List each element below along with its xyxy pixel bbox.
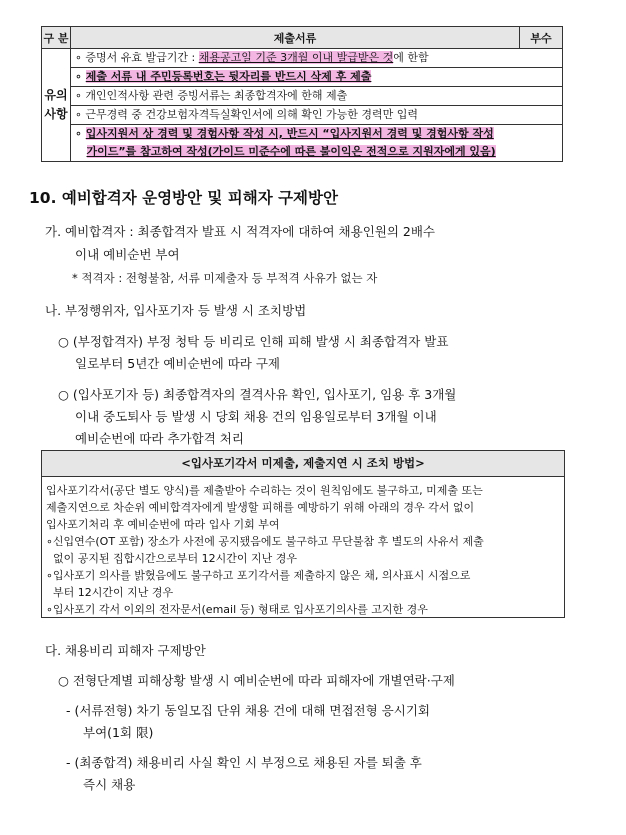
highlight-text: 가이드”를 참고하여 작성(가이드 미준수에 따른 불이익은 전적으로 지원자에게 있음) [86,145,496,158]
header-documents: 제출서류 [71,27,520,49]
ga-note: * 적격자 : 전형불참, 서류 미제출자 등 부적격 사유가 없는 자 [72,271,378,285]
na-bullet: ○ (부정합격자) 부정 청탁 등 비리로 인해 피해 발생 시 최종합격자 발표 [58,334,449,349]
highlight-text: 제출 서류 내 주민등록번호는 뒷자리를 반드시 삭제 후 제출 [85,70,372,83]
na-bullet: 일로부터 5년간 예비순번에 따라 구제 [75,356,280,371]
table-bullet: ∘ 제출 서류 내 주민등록번호는 뒷자리를 반드시 삭제 후 제출 [71,68,563,87]
table-header-row [42,27,563,49]
highlight-text: 채용공고일 기준 3개월 이내 발급받은 것 [198,51,394,64]
side-label-line: 유의 [44,88,68,102]
header-copies: 부수 [520,27,563,49]
da-dash: 즉시 채용 [83,777,136,792]
da-dash: - (최종합격) 채용비리 사실 확인 시 부정으로 채용된 자를 퇴출 후 [66,755,422,770]
ga-line: 가. 예비합격자 : 최종합격자 발표 시 적격자에 대하여 채용인원의 2배수 [45,224,435,239]
section-title: 10. 예비합격자 운영방안 및 피해자 구제방안 [29,189,338,207]
da-bullet: ○ 전형단계별 피해상황 발생 시 예비순번에 따라 피해자에 개별연락·구제 [58,673,455,688]
table-bullet: ∘ 입사지원서 상 경력 및 경험사항 작성 시, 반드시 “입사지원서 경력 및 경험사항 작성 [71,125,563,144]
na-bullet: ○ (입사포기자 등) 최종합격자의 결격사유 확인, 입사포기, 임용 후 3개월 [58,387,457,402]
header-category: 구 분 [42,27,71,49]
box-body [41,476,565,618]
na-bullet: 예비순번에 따라 추가합격 처리 [75,431,244,446]
da-title: 다. 채용비리 피해자 구제방안 [45,643,206,658]
box-line: ∘입사포기 의사를 밝혔음에도 불구하고 포기각서를 제출하지 않은 채, 의사표시 시점으로 [46,569,471,582]
side-label [42,49,71,162]
box-line: 입사포기각서(공단 별도 양식)를 제출받아 수리하는 것이 원칙임에도 불구하고, 미제출 또는 [46,484,483,497]
da-dash: - (서류전형) 차기 동일모집 단위 채용 건에 대해 면접전형 응시기회 [66,703,430,718]
box-title: <입사포기각서 미제출, 제출지연 시 조치 방법> [41,450,565,477]
documents-table [41,26,563,162]
table-bullet: ∘ 근무경력 중 건강보험자격득실확인서에 의해 확인 가능한 경력만 입력 [71,106,563,125]
box-line: ∘신입연수(OT 포함) 장소가 사전에 공지됐음에도 불구하고 무단불참 후 별도의 사유서 제출 [46,535,484,548]
na-bullet: 이내 중도퇴사 등 발생 시 당회 채용 건의 임용일로부터 3개월 이내 [75,409,437,424]
da-dash: 부여(1회 限) [83,725,154,740]
na-title: 나. 부정행위자, 입사포기자 등 발생 시 조치방법 [45,303,307,318]
box-line: ∘입사포기 각서 이외의 전자문서(email 등) 형태로 입사포기의사를 고지한 경우 [46,603,428,616]
box-line: 없이 공지된 집합시간으로부터 12시간이 지난 경우 [46,552,297,565]
side-label-line: 사항 [44,107,68,121]
box-line: 제출지연으로 차순위 예비합격자에게 발생할 피해를 예방하기 위해 아래의 경우 각서 없이 [46,501,475,514]
table-bullet [71,143,563,162]
table-bullet: ∘ 개인인적사항 관련 증빙서류는 최종합격자에 한해 제출 [71,87,563,106]
ga-line: 이내 예비순번 부여 [75,247,180,262]
highlight-text: 입사지원서 상 경력 및 경험사항 작성 시, 반드시 “입사지원서 경력 및 경험사항 작성 [85,127,494,140]
box-line: 입사포기처리 후 예비순번에 따라 입사 기회 부여 [46,518,280,531]
table-bullet: ∘ 증명서 유효 발급기간 : 채용공고일 기준 3개월 이내 발급받은 것에 한함 [71,49,563,68]
box-line: 부터 12시간이 지난 경우 [46,586,174,599]
